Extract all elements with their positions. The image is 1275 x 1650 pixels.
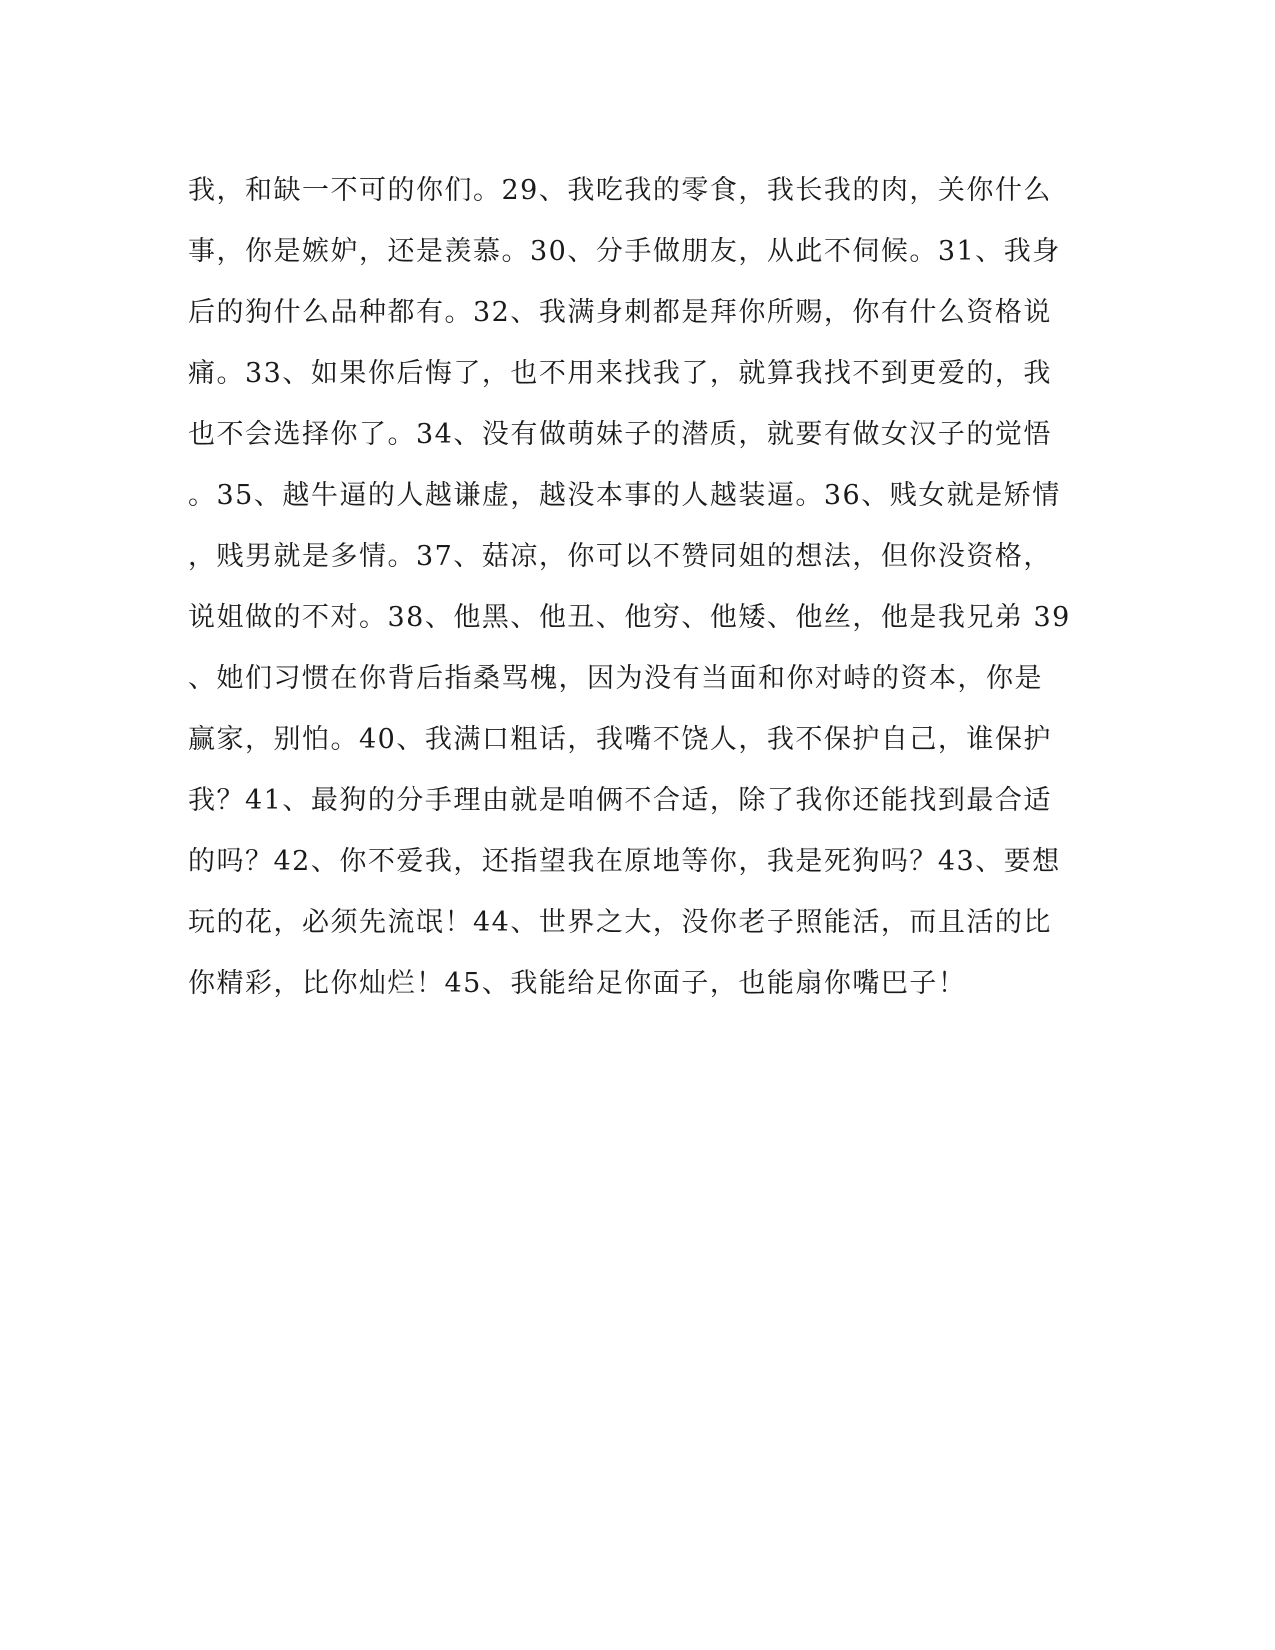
text-line: 的吗？42、你不爱我，还指望我在原地等你，我是死狗吗？43、要想 xyxy=(188,846,1061,877)
text-line: 也不会选择你了。34、没有做萌妹子的潜质，就要有做女汉子的觉悟 xyxy=(188,419,1052,450)
text-line: 我，和缺一不可的你们。29、我吃我的零食，我长我的肉，关你什么 xyxy=(188,175,1052,206)
text-line: 我？41、最狗的分手理由就是咱俩不合适，除了我你还能找到最合适 xyxy=(188,785,1052,816)
text-line: 事，你是嫉妒，还是羡慕。30、分手做朋友，从此不伺候。31、我身 xyxy=(188,236,1061,267)
text-line: 。35、越牛逼的人越谦虚，越没本事的人越装逼。36、贱女就是矫情 xyxy=(188,480,1061,511)
text-line: 赢家，别怕。40、我满口粗话，我嘴不饶人，我不保护自己，谁保护 xyxy=(188,724,1052,755)
text-line: 玩的花，必须先流氓！44、世界之大，没你老子照能活，而且活的比 xyxy=(188,907,1052,938)
text-line: 你精彩，比你灿烂！45、我能给足你面子，也能扇你嘴巴子！ xyxy=(188,968,967,999)
text-line: ，贱男就是多情。37、菇凉，你可以不赞同姐的想法，但你没资格， xyxy=(188,541,1052,572)
text-line: 、她们习惯在你背后指桑骂槐，因为没有当面和你对峙的资本，你是 xyxy=(188,663,1043,694)
text-line: 痛。33、如果你后悔了，也不用来找我了，就算我找不到更爱的，我 xyxy=(188,358,1052,389)
text-line: 后的狗什么品种都有。32、我满身刺都是拜你所赐，你有什么资格说 xyxy=(188,297,1052,328)
body-text xyxy=(188,160,1071,1014)
text-line: 说姐做的不对。38、他黑、他丑、他穷、他矮、他丝，他是我兄弟 39 xyxy=(188,602,1071,633)
